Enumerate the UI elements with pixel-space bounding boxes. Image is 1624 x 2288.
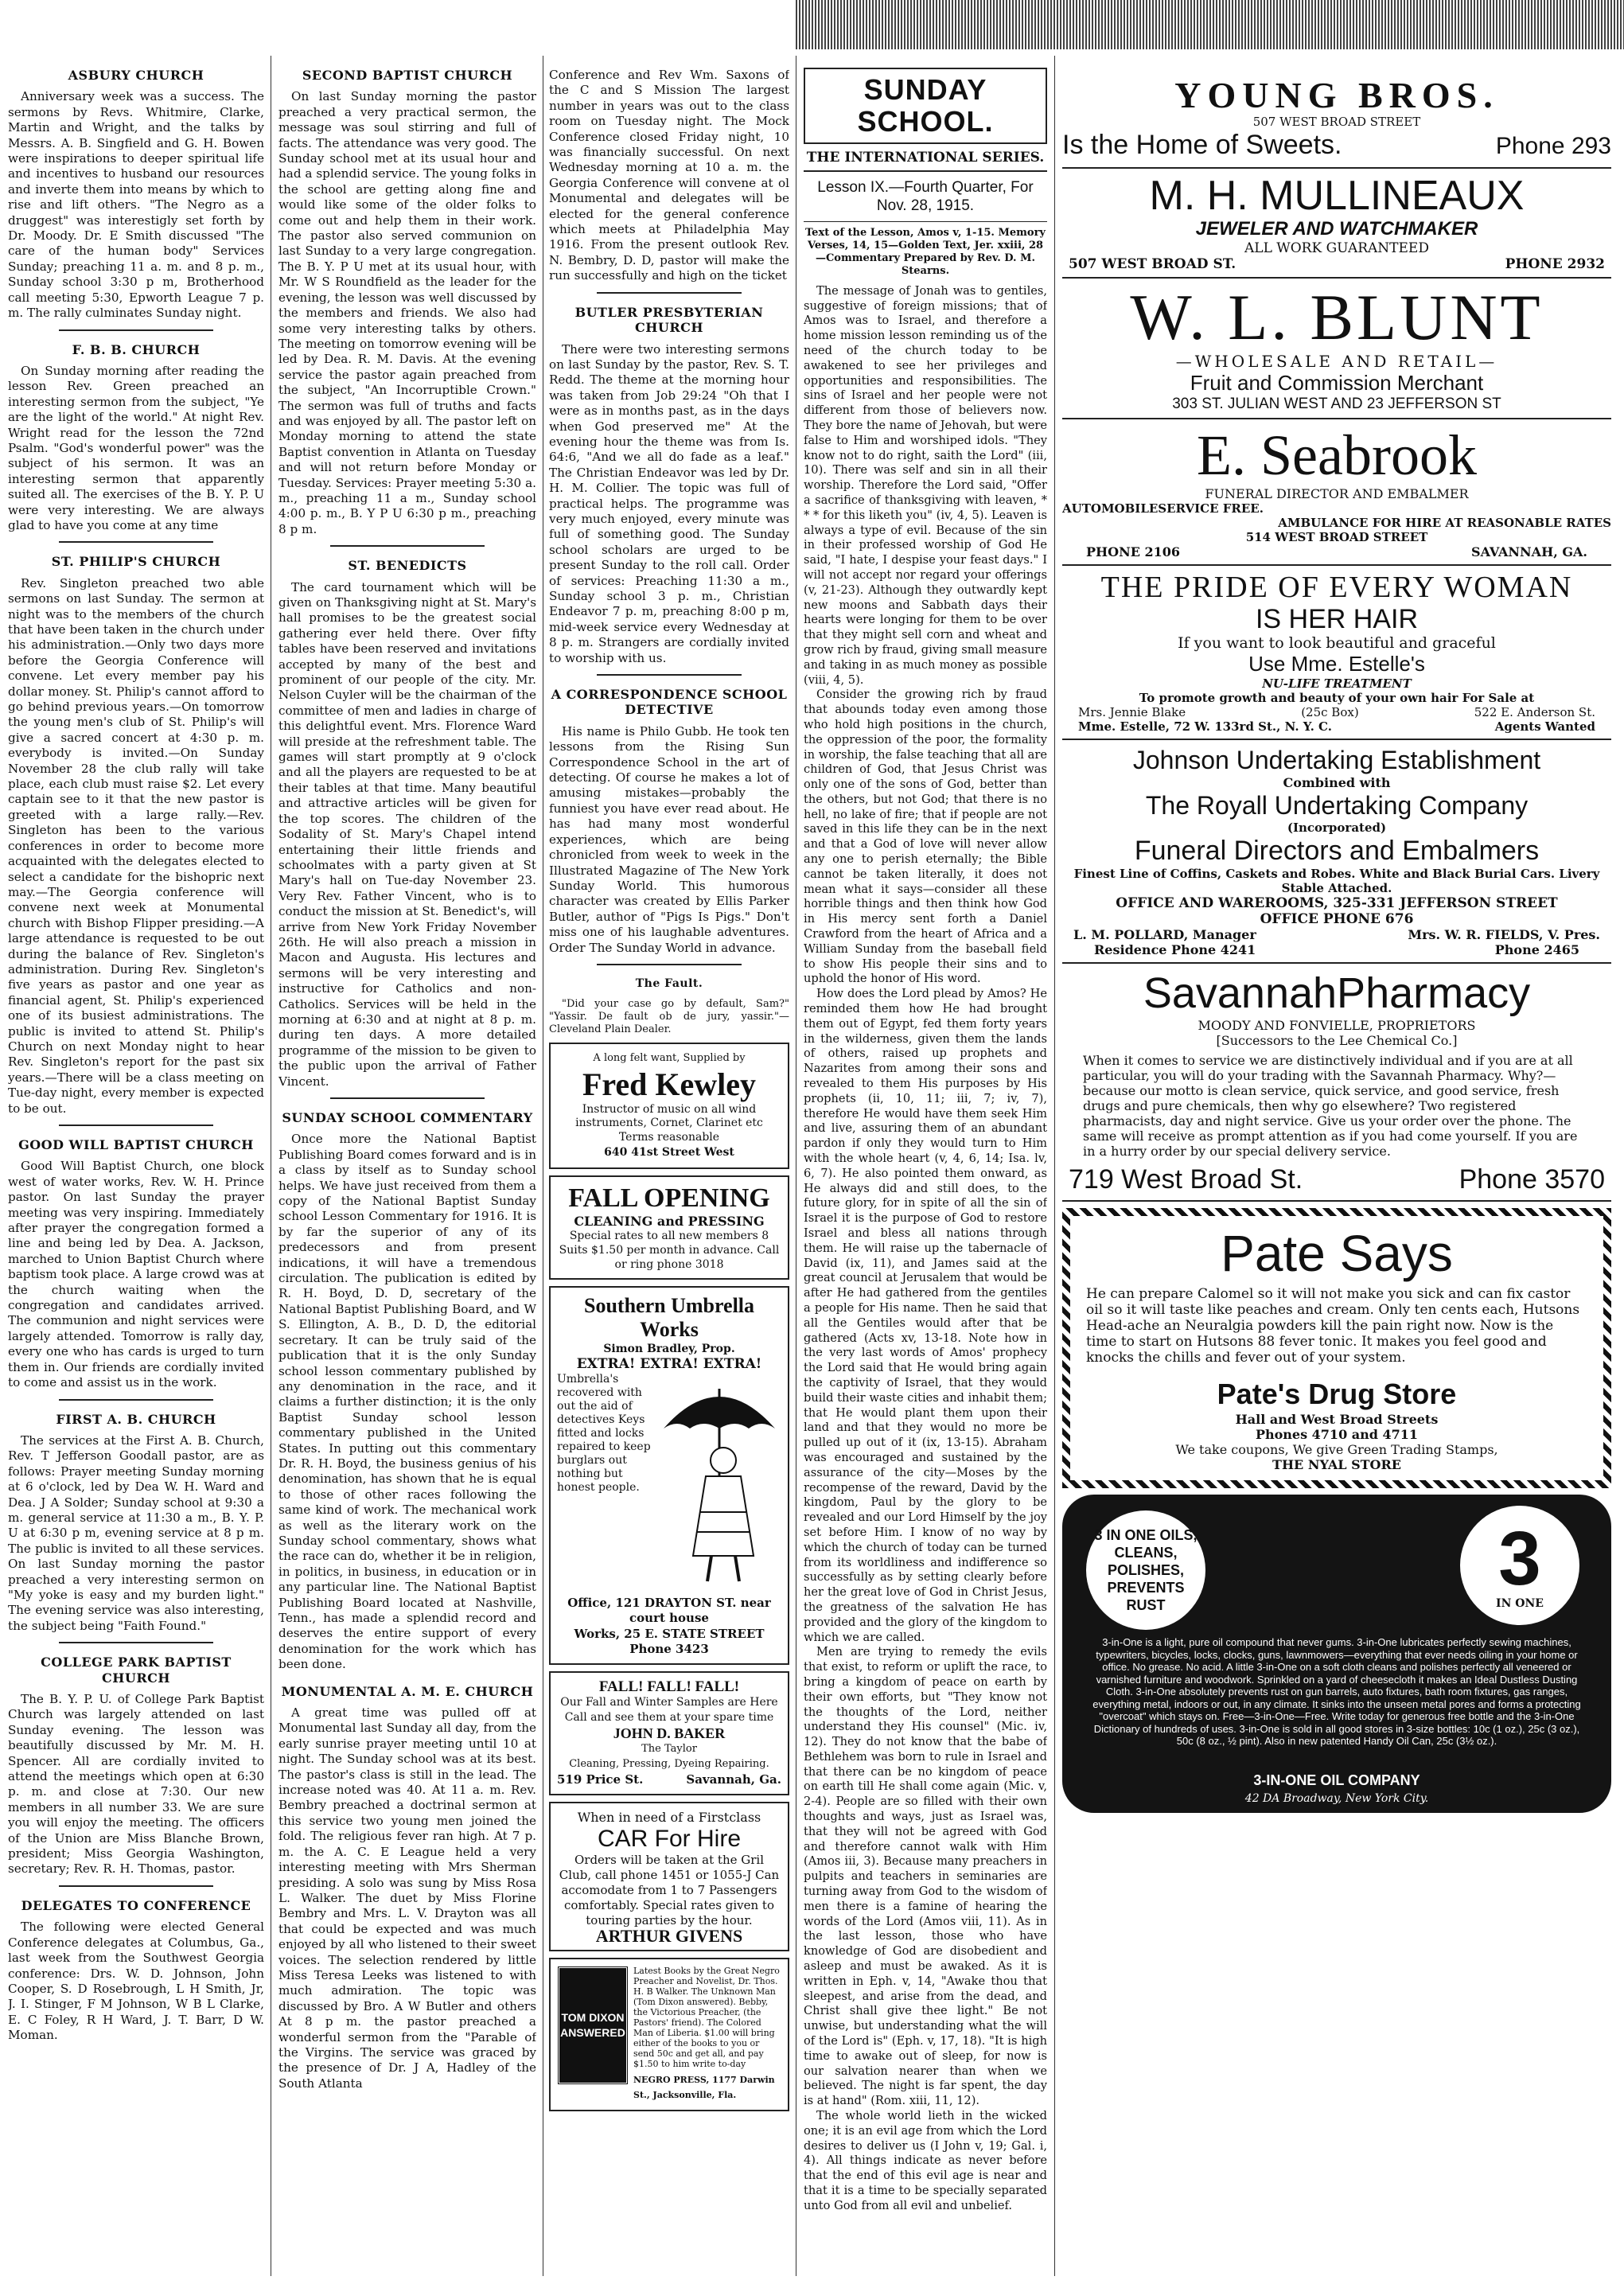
kewley-name: Fred Kewley [582, 1066, 757, 1102]
commentary-heading: SUNDAY SCHOOL COMMENTARY [282, 1110, 533, 1125]
funeral-directors: Funeral Directors and Embalmers [1134, 836, 1540, 866]
article-divider [59, 1399, 212, 1401]
umbrella-works: Works, 25 E. STATE STREET Phone 3423 [574, 1626, 765, 1656]
fall-opening-body: Special rates to all new members 8 Suits $1.50 per month in advance. Call or ring phone 3018 [559, 1229, 780, 1271]
estelle-line2: Use Mme. Estelle's [1248, 652, 1425, 676]
article-divider [59, 541, 212, 543]
monumental-article: A great time was pulled off at Monumental last Sunday all day, from the early sunrise prayer meeting until 10 at night. The Sunday school was at its best. The pastor's class is still in the lead. The increase noted was 40. At 11 a. m. Rev. Bembry preached a doctrinal sermon at this service two young men joined the fold. The religious fever ran high. At 7 p. m. the A. C. E League held a very interesting meeting with Mrs Sherman presiding. A solo was sung by Miss Rosa L. Walker. The duet by Miss Florine Bembry and Mrs. L. V. Drayton was all that could be expected and was much enjoyed by all who listened to their sweet voices. The selection rendered by little Miss Teresa Leeks was listened to with much admiration. The topic was discussed by Bro. A W Butler and others At 8 p m. the pastor preached a wonderful sermon from the "Parable of the Virgins. The service was graced by the presence of Dr. J A, Hadley of the South Atlanta [278, 1705, 536, 2091]
article-divider [597, 964, 741, 965]
johnson-undertaking-ad [1062, 740, 1611, 964]
pate-address: Hall and West Broad Streets [1235, 1412, 1439, 1427]
st-philip-article: Rev. Singleton preached two able sermons on last Sunday. The sermon at night was to the members of the church that have been taken in the church under his administration.—Only two days more before the Georgia Conference will convene. Let every member pay his dollar money. St. Philip's cannot afford to go behind previous years.—On tomorrow the young men's club of St. Philip's will give a sacred concert at 4:30 p. m. everybody is invited.—On Sunday November 28 the club rally will take place, each club must raise $2. Let every captain see to it that the new pastor is greeted with a large rally.—Rev. Singleton has been to the various conferences in order to become more acquainted with the delegates elected to select a candidate for the bishopric next may.—The Georgia conference will convene next week at Monumental church with Bishop Flipper presiding.—A large attendance is requested to be out during the balance of Rev. Singleton's administration. During Rev. Singleton's five years as pastor and one year as financial agent, St. Philip's experienced one of its busiest administrations. The public is invited to attend St. Philip's Church on next Monday night to hear Rev. Singleton's report for the past six years.—There will be a class meeting on Tue-day night, every member is expected to be out. [8, 575, 264, 1116]
st-benedicts-heading: ST. BENEDICTS [348, 558, 467, 574]
pate-says-ad [1062, 1208, 1611, 1488]
oil-number-badge [1460, 1506, 1579, 1625]
pharmacy-body: When it comes to service we are distinctively individual and if you are at all particular, you will do your trading with the Savannah Pharmacy. Why?—because our motto is clean service, quick service, and good service, fresh drugs and pure chemicals, then why go elsewhere? Two registered pharmacists, day and night service. Give us your order over the phone. The same will receive as prompt attention as if you had come yourself. If you are in a hurry order by our special delivery service. [1083, 1053, 1578, 1159]
second-baptist-heading: SECOND BAPTIST CHURCH [302, 68, 513, 83]
lesson-para-5: The whole world lieth in the wicked one; it is an evil age from which the Lord desires to deliver us (I John v, 19; Gal. i, 4). All things indicate as never before that the end of this evil age is near and that it is a time to be specially separated unto God from all evil and unbelief. [804, 2109, 1047, 2212]
lesson-title: Lesson IX.—Fourth Quarter, For Nov. 28, 1915. [817, 178, 1034, 214]
young-bros-tagline: Is the Home of Sweets. [1062, 130, 1342, 160]
article-divider [59, 329, 212, 331]
seabrook-line3: AMBULANCE FOR HIRE AT REASONABLE RATES [1278, 516, 1611, 530]
umbrella-title: Southern Umbrella Works [583, 1293, 755, 1341]
oil-slogan-badge [1086, 1510, 1205, 1630]
johnson-combined: Combined with [1283, 775, 1391, 790]
article-divider [59, 1642, 212, 1643]
dixon-books-ad [549, 1958, 789, 2111]
oil-company: 3-IN-ONE OIL COMPANY [1253, 1772, 1420, 1788]
johnson-office-phone: OFFICE PHONE 676 [1260, 911, 1414, 927]
delegates-heading: DELEGATES TO CONFERENCE [21, 1897, 251, 1913]
lesson-para-2: Consider the growing rich by fraud that abounds today even among those who hold high positions in the church, the oppression of the poor, the formality in worship, the false teaching that all are children of God, that Jesus Christ was only one of the sons of God, better than the others, but not God; that there is no hell, no lake of fire; that if people are not saved in this life they can be in the next and that a God of love will never allow any one to perish eternally; the Bible cannot be taken literally, it does not mean what it says—consider all these horrible things and then think how God in His mercy sent forth a Daniel Crawford from the heart of Africa and a William Sunday from the baseball field to show His people their sins and to uphold the honor of His word. [804, 688, 1047, 986]
estelle-agent: Mrs. Jennie Blake [1078, 705, 1186, 719]
car-title: CAR For Hire [597, 1825, 741, 1852]
baker-fall: FALL! FALL! FALL! [598, 1678, 740, 1696]
johnson-residence-phone: Residence Phone 4241 [1094, 942, 1256, 957]
dixon-text: Latest Books by the Great Negro Preacher and Novelist, Dr. Thos. H. B Walker. The Unknown Man (Tom Dixon answered). Bebby, the Victorious Preacher, (the Pastors' friend). The Colored Man of Liberia. $1.00 will bring either of the books to you or send 50c and get all, and pay $1.50 to him write to-day [633, 1966, 780, 2070]
article-divider [597, 292, 741, 294]
umbrella-girl-illustration [660, 1373, 779, 1596]
baker-ad [549, 1671, 789, 1795]
estelle-line4: To promote growth and beauty of your own hair For Sale at [1139, 691, 1535, 705]
royall-title: The Royall Undertaking Company [1145, 791, 1529, 820]
young-bros-phone: Phone 293 [1495, 133, 1611, 159]
estelle-agent-address: 522 E. Anderson St. [1474, 705, 1595, 719]
detective-article: His name is Philo Gubb. He took ten lessons from the Rising Sun Correspondence School in the art of detecting. Of course he makes a lot of amusing mistakes—probably the funniest you have ever read about. He has had many most wonderful experiences, which are being chronicled from week to week in the Illustrated Magazine of The New York Sunday World. This humorous character was created by Ellis Parker Butler, author of "Pigs Is Pigs." Don't miss one of his laughable adventures. Order The Sunday World in advance. [549, 723, 789, 955]
royall-inc: (Incorporated) [1287, 820, 1387, 835]
college-park-heading: COLLEGE PARK BAPTIST CHURCH [41, 1655, 232, 1686]
column-3 [549, 68, 789, 2272]
kewley-address: 640 41st Street West [604, 1146, 734, 1160]
oil-body: 3-in-One is a light, pure oil compound that never gums. 3-in-One lubricates perfectly sewing machines, typewriters, bicycles, locks, clocks, guns, lawnmowers—everything that ever needs oiling in your home or office. No grease. No acid. A little 3-in-One on a soft cloth cleans and polishes perfectly all veneered or varnished furniture and woodwork. Sprinkled on a yard of cheesecloth it makes an Ideal Dustless Dusting Cloth. 3-in-One absolutely prevents rust on gun barrels, auto fixtures, bath room fixtures, gas ranges, everything metal, indoors or out, in any climate. It sinks into the unseen metal pores and forms a protecting "overcoat" which stays on. Free—3-in-One—Free. Write today for generous free bottle and the 3-in-One Dictionary of hundreds of uses. 3-in-One is sold in all good stores in 3-size bottles: 10c (1 oz.), 25c (3 oz.), 50c (8 oz., ½ pint). Also in new patented Handy Oil Can, 25c (3½ oz.). [1092, 1636, 1581, 1747]
johnson-vp-phone: Phone 2465 [1494, 942, 1579, 957]
asbury-article: Anniversary week was a success. The sermons by Revs. Whitmire, Clarke, Martin and Wright, and the talks by Messrs. A. B. Singfield and G. H. Bowen were inspirations to deeper spiritual life and incentives to husband our resources and inverte them into means by which to rise and lift others. "The Negro as a druggest" was interestigly set forth by Dr. Moody. Dr. E Smith discussed "The care of the human body" Services Sunday; preaching 11 a. m. and 8 p. m., Sunday school 3:30 p m, Brotherhood call meeting 5:30, Epworth League 7 p. m. The rally culminates Sunday night. [8, 89, 264, 321]
seabrook-name: E. Seabrook [1197, 423, 1477, 487]
mullineaux-name: M. H. MULLINEAUX [1149, 173, 1525, 219]
estelle-title-1: THE PRIDE OF EVERY WOMAN [1100, 571, 1573, 604]
baker-services: Cleaning, Pressing, Dyeing Repairing. [569, 1758, 769, 1771]
savannah-pharmacy-ad [1062, 964, 1611, 1202]
first-ab-heading: FIRST A. B. CHURCH [56, 1411, 216, 1427]
pharmacy-phone: Phone 3570 [1458, 1164, 1605, 1195]
blunt-trade: —WHOLESALE AND RETAIL— [1175, 352, 1498, 371]
oil-slogan-2: CLEANS, POLISHES, [1107, 1545, 1185, 1578]
johnson-manager: L. M. POLLARD, Manager [1073, 927, 1256, 942]
pate-coupons: We take coupons, We give Green Trading Stamps, [1175, 1442, 1498, 1457]
ad-column [1062, 72, 1611, 1813]
sunday-school-title: SUNDAY SCHOOL. [857, 73, 994, 138]
pate-phones: Phones 4710 and 4711 [1255, 1427, 1419, 1442]
lesson-text-ref: Text of the Lesson, Amos v, 1-15. Memory Verses, 14, 15—Golden Text, Jer. xxiii, 28—Commentary Prepared by Rev. D. M. Stearns. [804, 221, 1047, 278]
article-divider [59, 1885, 212, 1887]
detective-heading: A CORRESPONDENCE SCHOOL DETECTIVE [551, 687, 788, 718]
pharmacy-successors: [Successors to the Lee Chemical Co.] [1216, 1033, 1458, 1048]
blunt-name: W. L. BLUNT [1130, 281, 1544, 353]
three-in-one-oil-ad [1062, 1495, 1611, 1813]
st-philip-heading: ST. PHILIP'S CHURCH [51, 554, 221, 570]
lesson-para-3: How does the Lord plead by Amos? He reminded them how He had brought them out of Egypt, fed them forty years in the wilderness, given them the lands of others, raised up prophets and Nazarites from among their sons and revealed to them His purposes by His prophets (ii, 10, 11; iii, 7; iv, 7), therefore He would have them seek Him and live, assuring them of an abundant pardon if only they would turn to Him with the whole heart (v, 4, 6, 14; Isa. lv, 6, 7). He also pointed them onward, as He always did and still does, to the future glory, for in spite of all the sin of Israel it is the purpose of God to restore Israel and bless all nations through them. He will raise up the tabernacle of David (ix, 11), and James said at the great council at Jerusalem that would be after He had gathered from the gentiles a people for His name. Then he said that all the Gentiles would after that be gathered (Acts xv, 13-18. Note how in the very last words of Amos' prophecy the Lord said that He would bring again the captivity of Israel, that they would build their waste cities and inhabit them; that He would plant them upon their land and that they would no more be pulled up out of it (ix, 13-15). Abraham was encouraged and sustained by the assurance of the city—Moses by the recompense of the reward, David by the kingdom, Paul by the glory to be revealed and our Lord Himself by the joy set before Him. I know of no way by which the church of today can be turned from its worldliness and indifference so successfully as by setting clearly before her the great love of God in Christ Jesus, the greatness of the salvation He has provided and the glory of the kingdom to which we are called. [804, 987, 1047, 1644]
article-divider [597, 674, 741, 676]
oil-in-one: IN ONE [1496, 1597, 1544, 1610]
good-will-article: Good Will Baptist Church, one block west of water works, Rev. W. H. Prince pastor. On last Sunday the prayer meeting was very inspiring. Immediately after prayer the congregation formed a line and being led by Dea. A. Jackson, marched to Union Baptist Church where baptism took place. A large crowd was at the church waiting when the congregation and candidates arrived. The communion and night services were largely attended. Tomorrow is rally day, every one who has cards is urged to turn them in. Our friends are cordially invited to come and assist us in the work. [8, 1159, 264, 1390]
umbrella-body: Umbrella's recovered with out the aid of detectives Keys fitted and locks repaired to keep burglars out nothing but honest people. [557, 1372, 651, 1494]
fbb-heading: F. B. B. CHURCH [72, 341, 201, 357]
st-benedicts-article: The card tournament which will be given on Thanksgiving night at St. Mary's hall promises to be the greatest social gathering ever held there. Over fifty tables have been reserved and invitations accepted by many of the best and prominent of our people of the city. Mr. Nelson Cuyler will be the chairman of the committee of men and ladies in charge of this delightful event. Mrs. Florence Ward will preside at the refreshment table. The games will start promptly at 9 o'clock and all the players are requested to be at their tables at that time. Many beautiful and attractive articles will be given for the top scores. The children of the Sodality of St. Mary's Chapel intend entertaining their little friends and schoolmates with a party given at St Mary's hall on Tue-day November 23. Very Rev. Father Vincent, who is to conduct the mission at St. Benedict's, will arrive from New York Friday November 26th. He will also preach a mission in Macon and Augusta. His lectures and sermons will be very interesting and instructive for Catholics and non-Catholics. Services will be held in the morning at 6:30 and at night at 8 p. m. during ten days. A more detailed programme of the mission to be given to the public upon the arrival of Father Vincent. [278, 579, 536, 1089]
baker-name: JOHN D. BAKER [613, 1725, 726, 1741]
young-bros-ad [1062, 72, 1611, 169]
seabrook-line1: FUNERAL DIRECTOR AND EMBALMER [1205, 486, 1469, 501]
blunt-line: Fruit and Commission Merchant [1190, 371, 1484, 395]
johnson-office: OFFICE AND WAREROOMS, 325-331 JEFFERSON STREET [1116, 895, 1558, 911]
estelle-price: (25c Box) [1301, 705, 1359, 719]
article-divider [59, 1125, 212, 1126]
mullineaux-ad [1062, 169, 1611, 279]
pate-title: Pate Says [1221, 1225, 1453, 1282]
fall-opening-ad [549, 1175, 789, 1280]
lesson-para-4: Men are trying to remedy the evils that exist, to reform or uplift the race, to bring a kingdom of peace on earth by their own efforts, but "They know not the thoughts of the Lord, neither understand they His counsel" (Mic. iv, 12). They do not know that the babe of Bethlehem was born to rule in Israel and that there can be no kingdom of peace on earth till He shall come again (Mic. v, 2-4). People are so filled with their own thoughts and ways, just as Israel was, that they will not be agreed with God and therefore cannot walk with Him (Amos iii, 3). Because many preachers in pulpits and teachers in seminaries are turning away from God to the wisdom of men there is a famine of hearing the words of the Lord (Amos viii, 11). As in the last lesson, those who have knowledge of God are disobedient and asleep and must be awaked. As it is written in Eph. v, 14, "Awake thou that sleepest, and arise from the dead, and Christ shall give thee light." Be not unwise, but understanding what the will of the Lord is" (Eph. v, 17, 18). "It is high time to awake out of sleep, for now is our salvation nearer than when we believed. The night is far spent, the day is at hand" (Rom. xiii, 11, 12). [804, 1645, 1047, 2108]
pate-nyal: THE NYAL STORE [1272, 1457, 1401, 1472]
dixon-press: NEGRO PRESS, 1177 Darwin St., Jacksonville, Fla. [633, 2075, 775, 2101]
umbrella-extra: EXTRA! EXTRA! EXTRA! [576, 1356, 762, 1373]
umbrella-office: Office, 121 DRAYTON ST. near court house [567, 1595, 771, 1626]
kewley-ad [549, 1043, 789, 1168]
book-cover: TOM DIXON ANSWERED [557, 1966, 629, 2085]
series-title: THE INTERNATIONAL SERIES. [804, 150, 1047, 172]
mullineaux-guarantee: ALL WORK GUARANTEED [1244, 240, 1429, 256]
mullineaux-trade: JEWELER AND WATCHMAKER [1195, 218, 1478, 240]
column-2 [278, 68, 536, 2272]
johnson-title: Johnson Undertaking Establishment [1132, 746, 1541, 774]
pate-body: He can prepare Calomel so it will not make you sick and can fix castor oil so it will taste like peaches and cream. Only ten cents each, Hutsons Head-ache an Neuralgia powders kill the pain right now. Now is the time to start on Hutsons 88 fever tonic. It makes you feel good and knocks the chills and fever out of your system. [1086, 1286, 1580, 1366]
fall-opening-title: FALL OPENING [568, 1183, 770, 1213]
column-1 [8, 68, 264, 2272]
seabrook-city: SAVANNAH, GA. [1471, 544, 1587, 559]
printed-hatch-band [796, 0, 1624, 49]
estelle-ad [1062, 566, 1611, 740]
car-body: Orders will be taken at the Gril Club, call phone 1451 or 1055-J Can accomodate from 1 to 7 Passengers comfortably. Special rates given to touring parties by the hour. [559, 1852, 780, 1927]
johnson-vp: Mrs. W. R. FIELDS, V. Pres. [1408, 927, 1600, 942]
baker-address: 519 Price St. [557, 1772, 644, 1787]
car-name: ARTHUR GIVENS [595, 1925, 743, 1946]
baker-city: Savannah, Ga. [686, 1772, 781, 1787]
oil-number: 3 [1498, 1516, 1541, 1601]
pharmacy-address: 719 West Broad St. [1069, 1164, 1303, 1195]
kewley-line2: Terms reasonable [618, 1130, 720, 1144]
oil-address: 42 DA Broadway, New York City. [1244, 1792, 1429, 1805]
butler-article: There were two interesting sermons on last Sunday by the pastor, Rev. S. T. Redd. The theme at the morning hour was taken from Job 29:24 "Oh that I were as in months past, as in the days when God preserved me" At the evening hour the theme was from Is. 64:6, "And we all do fade as a leaf." The Christian Endeavor was led by Dr. H. M. Collier. The topic was full of practical helps. The programme was very much enjoyed, every minute was full of something good. The Sunday school scholars are urged to be present Sunday to the roll call. Order of services: Preaching 11:30 a m., Sunday school 3 p. m., Christian Endeavor 7 p. m, preaching 8:00 p m, mid-week service every Wednesday at 8 p. m. Strangers are cordially invited to worship with us. [549, 341, 789, 665]
first-ab-article: The services at the First A. B. Church, Rev. T Jefferson Goodall pastor, are as follows: Prayer meeting Sunday morning at 6 o'clock, led by Dea W. H. Ward and Dea. J A Solder; Sunday school at 9:30 a m. general service at 11:30 a m., B. Y. P. U at 6:30 p m, evening service at 8 p m. The public is invited to all these services. On last Sunday morning the pastor preached a very interesting sermon on "My yoke is easy and my burden light." The evening service was also interesting, the subject being "Faith Found." [8, 1432, 264, 1633]
oil-slogan-1: 3 IN ONE OILS, [1094, 1527, 1198, 1543]
article-divider [330, 545, 485, 547]
estelle-agents-wanted: Agents Wanted [1494, 719, 1595, 734]
pharmacy-name: SavannahPharmacy [1143, 969, 1531, 1017]
car-for-hire-ad [549, 1802, 789, 1951]
column-4 [804, 68, 1047, 2272]
estelle-line3: NU-LIFE TREATMENT [1262, 676, 1412, 691]
umbrella-prop: Simon Bradley, Prop. [603, 1342, 735, 1355]
article-divider [330, 1097, 485, 1099]
pate-store: Pate's Drug Store [1217, 1378, 1457, 1410]
good-will-heading: GOOD WILL BAPTIST CHURCH [18, 1137, 254, 1152]
young-bros-name: YOUNG BROS. [1174, 75, 1499, 115]
monumental-continued: Conference and Rev Wm. Saxons of the C and S Mission The largest number in years was out to the class room on Tuesday night. The Mock Conference closed Friday night, 10 was financially successful. On next Wednesday morning at 10 a. m. the Georgia Conference will convene at ol Monumental and delegates will be elected for the general conference which meets at Philadelphia May 1916. From the present outlook Rev. N. Bembry, D. D, pastor will make the run successfully and high on the ticket [549, 68, 789, 283]
kewley-line1: Instructor of music on all wind instruments, Cornet, Clarinet etc [575, 1102, 763, 1129]
kewley-top: A long felt want, Supplied by [593, 1052, 746, 1065]
seabrook-line2: AUTOMOBILESERVICE FREE. [1062, 501, 1264, 516]
young-bros-address: 507 WEST BROAD STREET [1252, 115, 1421, 129]
college-park-article: The B. Y. P. U. of College Park Baptist Church was largely attended on last Sunday evening. The lesson was beautifully discussed by Mr. M. H. Spencer. All are cordially invited to attend the meetings which open at 6:30 p. m. and close at 7:30. Our new members in all number 33. We are sure you will enjoy the meeting. The officers of the Union are Miss Blanche Brown, president; Miss Georgia Washington, secretary; Rev. R. H. Thomas, pastor. [8, 1692, 264, 1877]
column-rule [1054, 56, 1055, 2276]
seabrook-phone: PHONE 2106 [1086, 544, 1181, 559]
johnson-line1: Finest Line of Coffins, Caskets and Robes. White and Black Burial Cars. Livery Stable Attached. [1073, 867, 1600, 895]
fbb-article: On Sunday morning after reading the lesson Rev. Green preached an interesting sermon from the subject, "Ye are the light of the world." At night Rev. Wright read for the lesson the 72nd Psalm. "God's wonderful power" was the subject of his sermon. It was an interesting sermon that apparently suited all. The exercises of the B. Y. P. U were very interesting. We are always glad to have you come at any time [8, 363, 264, 532]
fall-opening-sub: CLEANING and PRESSING [574, 1213, 765, 1229]
baker-trade: The Taylor [641, 1743, 697, 1756]
seabrook-ad [1062, 419, 1611, 566]
asbury-heading: ASBURY CHURCH [68, 68, 204, 83]
lesson-para-1: The message of Jonah was to gentiles, suggestive of foreign missions; that of Amos was to Israel, and therefore a home mission lesson reminding us of the need of the church today to be awakened to see her privileges and opportunities and responsibilities. The sins of Israel and her people were not different from those of believers now. They bore the name of Jehovah, but were false to Him and worshiped idols. "They know not to do right, saith the Lord" (iii, 10). There was self and sin in all their worship. Therefore the Lord said, "Offer a sacrifice of thanksgiving with leaven, * * * for this liketh you" (iv, 4, 5). Leaven is always a type of evil. Because of the sin in their professed worship of God He said, "I hate, I despise your feast days." I will not accept nor regard your offerings (v, 21-23). Although they outwardly kept new moons and Sabbath days their hearts were longing for them to be over that they might sell corn and wheat and grow rich by fraud, giving small measure and taking in as much money as possible (viii, 4, 5). [804, 283, 1047, 687]
fault-joke: "Did your case go by default, Sam?" "Yassir. De fault ob de jury, yassir."—Cleveland Plain Dealer. [549, 998, 789, 1036]
blunt-address: 303 ST. JULIAN WEST AND 23 JEFFERSON ST [1172, 396, 1501, 412]
commentary-article: Once more the National Baptist Publishing Board comes forward and is in a class by itself as to Sunday school helps. We have just received from them a copy of the National Baptist Sunday school Lesson Commentary for 1916. It is by far the superior of any of its predecessors and from present indications, it will have a tremendous circulation. The publication is edited by R. H. Boyd, D. D, secretary of the National Baptist Publishing Board, and W S. Ellington, A. B., D. D, the editorial secretary. It can be truly said of the publication that it is the only Sunday school lesson commentary published by any denomination in the race, and it claims a further distinction; it is the only Baptist Sunday school lesson commentary published in the United States. In putting out this commentary Dr. R. H. Boyd, the business genius of his denomination, has shown that he is equal to those of other races following the same kind of work. The mechanical work as well as the literary work on the Sunday school commentary, shows what the race can do, whether it be in religion, in politics, in business, in education or in any particular line. The National Baptist Publishing Board located at Nashville, Tenn., has made a splendid record and deserves the entire support of every denomination for the work which has been done. [278, 1132, 536, 1672]
pharmacy-proprietors: MOODY AND FONVIELLE, PROPRIETORS [1198, 1018, 1476, 1033]
delegates-article: The following were elected General Conference delegates at Columbus, Ga., last week from the Southwest Georgia conference: Drs. W. D. Johnson, John Cooper, S. D Rosebrough, L H Smith, Jr, J. I. Stinger, F M Johnson, W B L Clarke, E. C Foley, R H Ward, J. T. Barr, D W. Moman. [8, 1920, 264, 2043]
estelle-line1: If you want to look beautiful and graceful [1178, 634, 1496, 652]
car-top: When in need of a Firstclass [577, 1810, 761, 1826]
mullineaux-address: 507 WEST BROAD ST. [1069, 256, 1236, 272]
estelle-maker: Mme. Estelle, 72 W. 133rd St., N. Y. C. [1078, 719, 1332, 734]
mullineaux-phone: PHONE 2932 [1505, 256, 1605, 272]
second-baptist-article: On last Sunday morning the pastor preached a very practical sermon, the message was soul stirring and full of facts. The attendance was very good. The Sunday school met at its usual hour and had a splendid service. The young folks in the school are getting along fine and would like some of the older folks to come out and help them in their work. The pastor also served communion on last Sunday to a very large congregation. The B. Y. P U met at its usual hour, with Mr. W S Roundfield as the leader for the evening, the lesson was well discussed by the members and friends. We also had some very interesting talks by others. The meeting on tomorrow evening will be led by Dea. R. M. Davis. At the evening service the pastor again preached from the subject, "An Incorruptible Crown." The sermon was full of truths and facts and was enjoyed by all. The pastor left on Monday morning to attend the state Baptist convention in Atlanta on Tuesday and will not return before Monday or Tuesday. Services: Prayer meeting 5:30 a. m., preaching 11 a m., Sunday school 4:00 p. m., B. Y P U 6:30 p m., preaching 8 p m. [278, 89, 536, 536]
seabrook-address: 514 WEST BROAD STREET [1245, 530, 1428, 544]
umbrella-ad [549, 1286, 789, 1665]
estelle-title-2: IS HER HAIR [1255, 604, 1419, 634]
baker-body: Our Fall and Winter Samples are Here Call and see them at your spare time [560, 1695, 778, 1725]
page-top-strip [0, 0, 1624, 56]
blunt-ad [1062, 279, 1611, 419]
oil-slogan-3: PREVENTS RUST [1107, 1580, 1185, 1613]
monumental-heading: MONUMENTAL A. M. E. CHURCH [281, 1683, 534, 1699]
fault-heading: The Fault. [635, 976, 703, 990]
butler-heading: BUTLER PRESBYTERIAN CHURCH [574, 304, 764, 336]
